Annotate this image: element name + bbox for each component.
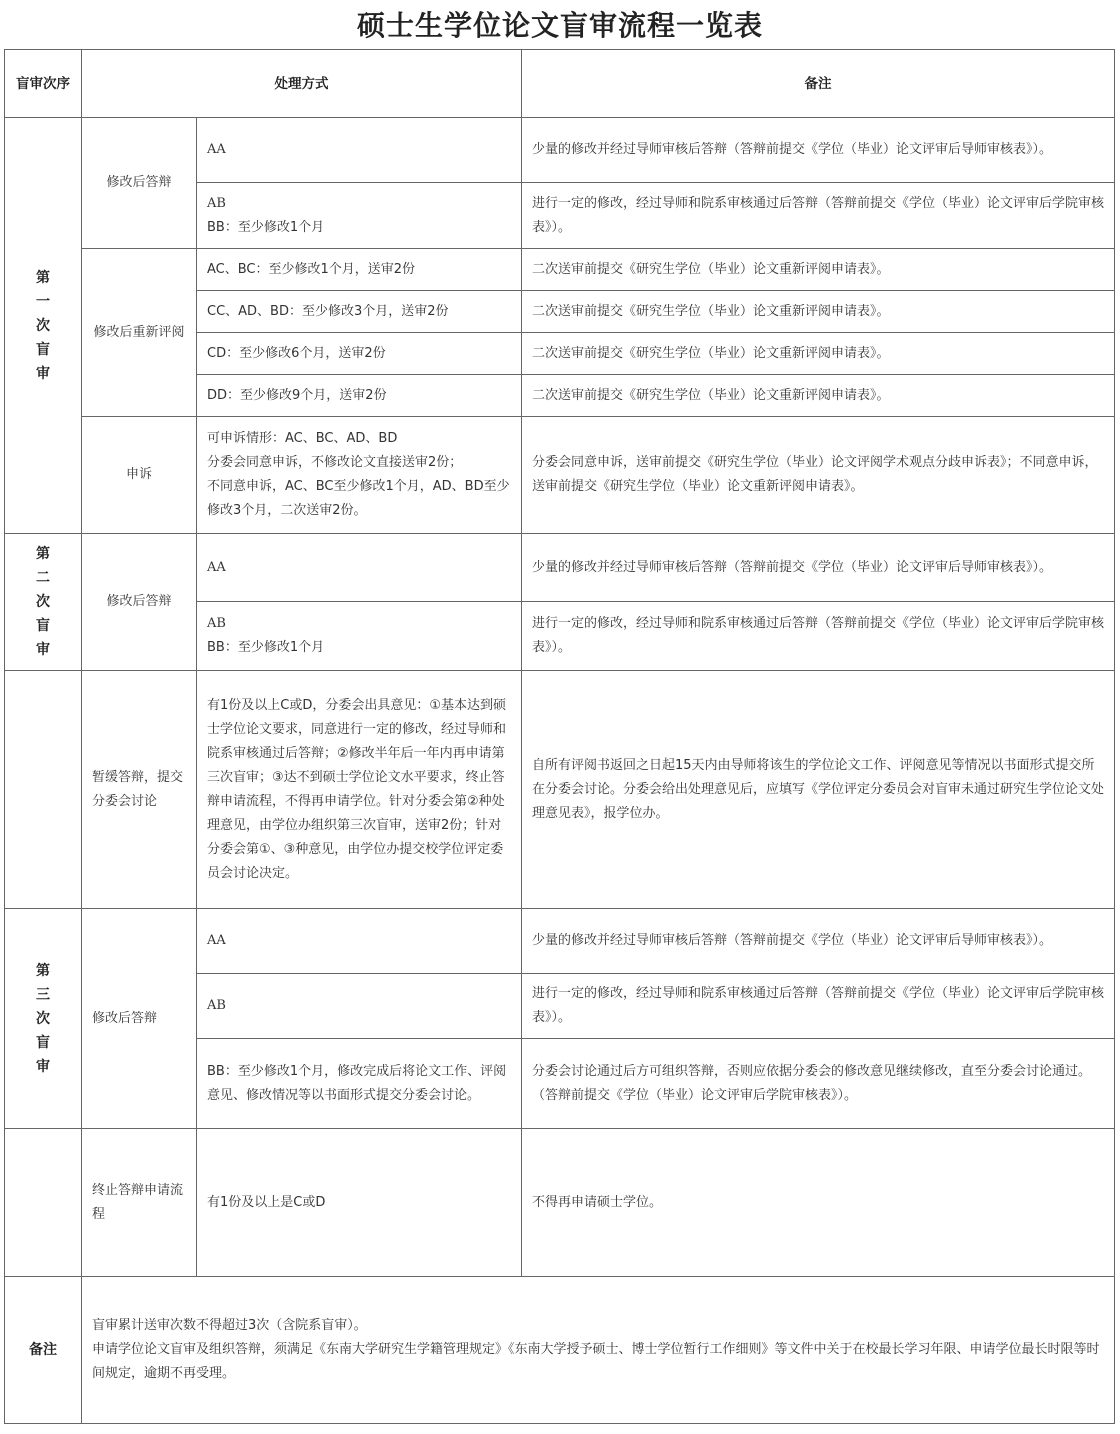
note-cell: 二次送审前提交《研究生学位（毕业）论文重新评阅申请表》。 (522, 291, 1115, 333)
round-label-3: 第三次盲审 (5, 909, 82, 1129)
grade-cell: AB BB：至少修改1个月 (197, 183, 522, 249)
round-label-empty (5, 1129, 82, 1277)
table-row (5, 249, 1115, 291)
review-process-table (4, 49, 1115, 1424)
method-revise-resubmit: 修改后重新评阅 (82, 249, 197, 417)
header-note: 备注 (522, 50, 1115, 118)
note-cell: 少量的修改并经过导师审核后答辩（答辩前提交《学位（毕业）论文评审后导师审核表》）。 (522, 909, 1115, 974)
note-cell: 二次送审前提交《研究生学位（毕业）论文重新评阅申请表》。 (522, 249, 1115, 291)
table-header-row (5, 50, 1115, 118)
grade-cell: AA (197, 534, 522, 602)
note-cell: 进行一定的修改，经过导师和院系审核通过后答辩（答辩前提交《学位（毕业）论文评审后学院审核表》）。 (522, 974, 1115, 1039)
header-method: 处理方式 (82, 50, 522, 118)
footer-row (5, 1277, 1115, 1424)
note-cell: 分委会讨论通过后方可组织答辩，否则应依据分委会的修改意见继续修改，直至分委会讨论通过。（答辩前提交《学位（毕业）论文评审后学院审核表》）。 (522, 1039, 1115, 1129)
note-cell: 进行一定的修改，经过导师和院系审核通过后答辩（答辩前提交《学位（毕业）论文评审后学院审核表》）。 (522, 602, 1115, 671)
note-cell: 少量的修改并经过导师审核后答辩（答辩前提交《学位（毕业）论文评审后导师审核表》）。 (522, 118, 1115, 183)
table-row (5, 1129, 1115, 1277)
note-cell: 不得再申请硕士学位。 (522, 1129, 1115, 1277)
grade-cell: DD：至少修改9个月，送审2份 (197, 375, 522, 417)
round-label-2: 第二次盲审 (5, 534, 82, 671)
table-row (5, 671, 1115, 909)
note-cell: 分委会同意申诉，送审前提交《研究生学位（毕业）论文评阅学术观点分歧申诉表》；不同意申诉，送审前提交《研究生学位（毕业）论文重新评阅申请表》。 (522, 417, 1115, 534)
table-row (5, 118, 1115, 183)
grade-cell: CD：至少修改6个月，送审2份 (197, 333, 522, 375)
method-revise-defend: 修改后答辩 (82, 909, 197, 1129)
method-revise-defend: 修改后答辩 (82, 118, 197, 249)
table-row (5, 534, 1115, 602)
method-revise-defend: 修改后答辩 (82, 534, 197, 671)
grade-cell: CC、AD、BD：至少修改3个月，送审2份 (197, 291, 522, 333)
method-deferral: 暂缓答辩，提交分委会讨论 (82, 671, 197, 909)
note-cell: 自所有评阅书返回之日起15天内由导师将该生的学位论文工作、评阅意见等情况以书面形式提交所在分委会讨论。分委会给出处理意见后，应填写《学位评定分委员会对盲审未通过研究生学位论文处理意见表》，报学位办。 (522, 671, 1115, 909)
note-cell: 二次送审前提交《研究生学位（毕业）论文重新评阅申请表》。 (522, 375, 1115, 417)
note-cell: 二次送审前提交《研究生学位（毕业）论文重新评阅申请表》。 (522, 333, 1115, 375)
grade-cell: AC、BC：至少修改1个月，送审2份 (197, 249, 522, 291)
grade-cell: 有1份及以上是C或D (197, 1129, 522, 1277)
header-order: 盲审次序 (5, 50, 82, 118)
grade-cell: 可申诉情形：AC、BC、AD、BD 分委会同意申诉，不修改论文直接送审2份； 不同意申诉，AC、BC至少修改1个月，AD、BD至少修改3个月，二次送审2份。 (197, 417, 522, 534)
table-row (5, 417, 1115, 534)
table-row (5, 909, 1115, 974)
round-label-1: 第一次盲审 (5, 118, 82, 534)
footer-notes (82, 1277, 1115, 1424)
footer-note-line: 盲审累计送审次数不得超过3次（含院系盲审）。 (92, 1318, 367, 1333)
footer-note-line: 申请学位论文盲审及组织答辩，须满足《东南大学研究生学籍管理规定》《东南大学授予硕士、博士学位暂行工作细则》等文件中关于在校最长学习年限、申请学位最长时限等时间规定，逾期不再受理。 (92, 1342, 1100, 1381)
footer-label: 备注 (5, 1277, 82, 1424)
page-title: 硕士生学位论文盲审流程一览表 (356, 9, 763, 42)
method-appeal: 申诉 (82, 417, 197, 534)
note-cell: 进行一定的修改，经过导师和院系审核通过后答辩（答辩前提交《学位（毕业）论文评审后学院审核表》）。 (522, 183, 1115, 249)
grade-cell: AB BB：至少修改1个月 (197, 602, 522, 671)
grade-cell: AA (197, 909, 522, 974)
round-label-empty (5, 671, 82, 909)
note-cell: 少量的修改并经过导师审核后答辩（答辩前提交《学位（毕业）论文评审后导师审核表》）。 (522, 534, 1115, 602)
grade-cell: 有1份及以上C或D，分委会出具意见：①基本达到硕士学位论文要求，同意进行一定的修改，经过导师和院系审核通过后答辩；②修改半年后一年内再申请第三次盲审；③达不到硕士学位论文水平要求，终止答辩申请流程，不得再申请学位。针对分委会第②种处理意见，由学位办组织第三次盲审，送审2份；针对分委会第①、③种意见，由学位办提交校学位评定委员会讨论决定。 (197, 671, 522, 909)
method-terminate: 终止答辩申请流程 (82, 1129, 197, 1277)
grade-cell: BB：至少修改1个月，修改完成后将论文工作、评阅意见、修改情况等以书面形式提交分委会讨论。 (197, 1039, 522, 1129)
grade-cell: AB (197, 974, 522, 1039)
grade-cell: AA (197, 118, 522, 183)
